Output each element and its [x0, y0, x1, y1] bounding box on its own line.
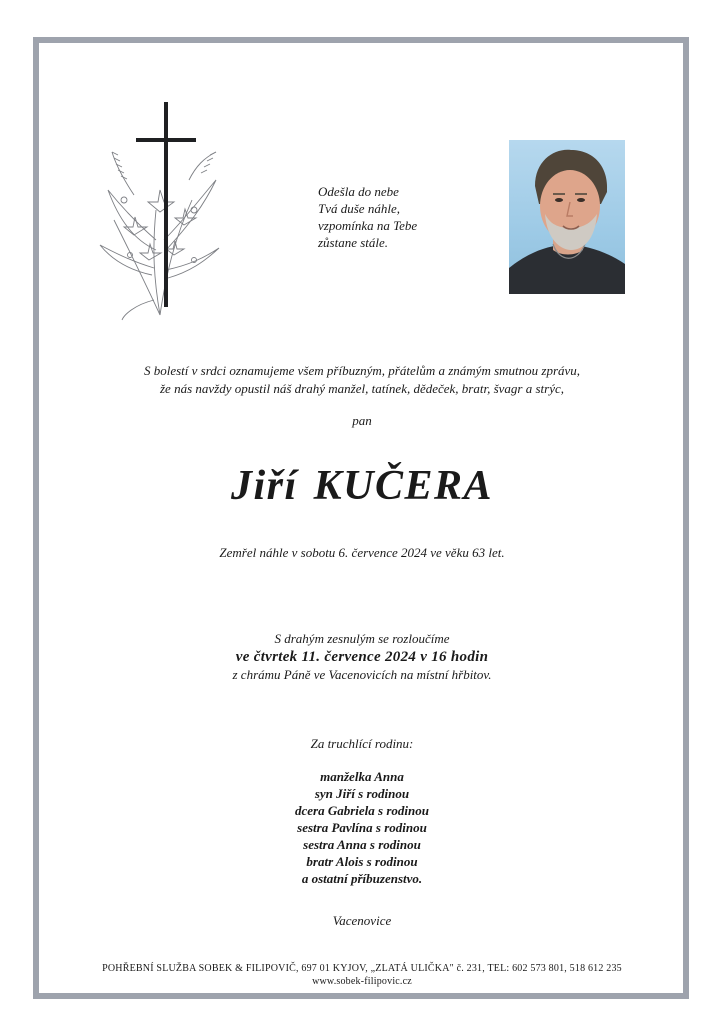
footer: [0, 962, 724, 988]
surname: KUČERA: [313, 463, 494, 509]
mourner-item: dcera Gabriela s rodinou: [295, 803, 429, 818]
portrait-photo: [509, 140, 625, 294]
mourner-item: sestra Anna s rodinou: [303, 837, 421, 852]
poem-line: Tvá duše náhle,: [318, 201, 400, 216]
announcement-line: S bolestí v srdci oznamujeme všem příbuzným, přátelům a známým smutnou zprávu,: [143, 363, 581, 378]
mourners-list: [0, 768, 724, 887]
mourner-item: a ostatní příbuzenstvo.: [301, 871, 423, 886]
portrait-figure-icon: [509, 140, 625, 294]
title-word: pan: [352, 413, 372, 428]
announcement-line: že nás navždy opustil náš drahý manžel, tatínek, dědeček, bratr, švagr a strýc,: [159, 381, 565, 396]
farewell-location: z chrámu Páně ve Vacenovicích na místní hřbitov.: [232, 667, 492, 682]
poem-line: vzpomínka na Tebe: [318, 218, 418, 233]
death-notice: Zemřel náhle v sobotu 6. července 2024 ve věku 63 let.: [219, 545, 505, 560]
place-name: Vacenovice: [332, 913, 392, 928]
footer-company-line: POHŘEBNÍ SLUŽBA SOBEK & FILIPOVIČ, 697 01 KYJOV, „ZLATÁ ULIČKA" č. 231, TEL: 602 573 801, 518 612 235: [102, 963, 622, 974]
farewell-intro: S drahým zesnulým se rozloučíme: [274, 631, 450, 646]
poem: [318, 183, 417, 251]
mourners-heading: Za truchlící rodinu:: [310, 736, 414, 751]
mourner-item: sestra Pavlína s rodinou: [297, 820, 427, 835]
mourner-item: manželka Anna: [320, 769, 404, 784]
farewell-date-time: ve čtvrtek 11. července 2024 v 16 hodin: [235, 649, 489, 665]
deceased-name: [0, 462, 724, 510]
announcement: [0, 362, 724, 398]
poem-line: Odešla do nebe: [318, 184, 399, 199]
mourner-item: bratr Alois s rodinou: [306, 854, 418, 869]
footer-website: www.sobek-filipovic.cz: [312, 976, 412, 987]
poem-line: zůstane stále.: [318, 235, 389, 250]
cross-with-lilies-icon: [94, 100, 226, 325]
first-name: Jiří: [230, 463, 298, 509]
farewell-info: [0, 630, 724, 684]
mourner-item: syn Jiří s rodinou: [314, 786, 410, 801]
